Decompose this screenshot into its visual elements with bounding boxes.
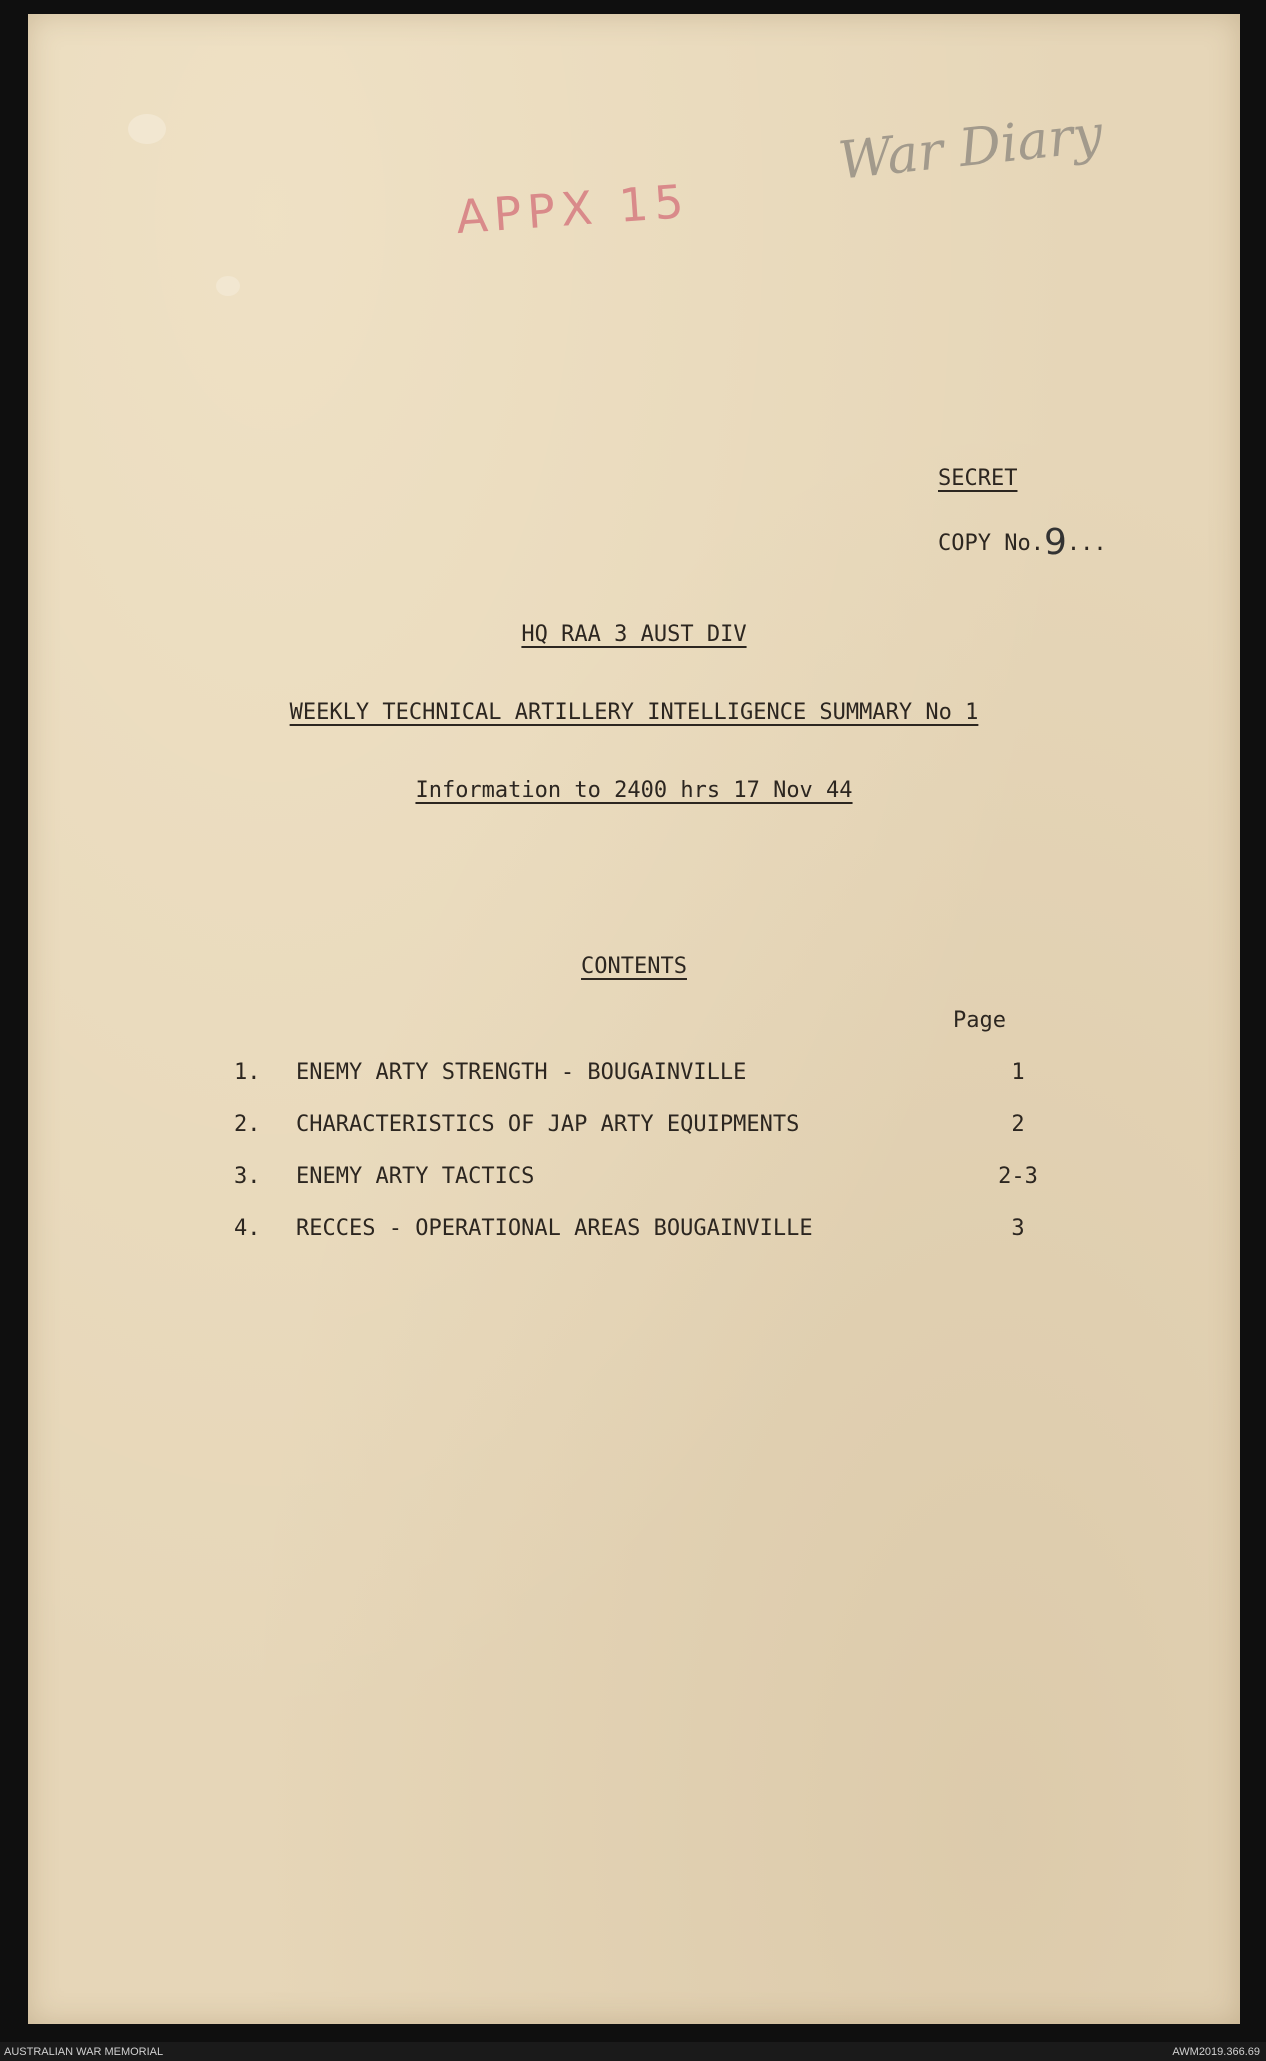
copy-number: 9: [1043, 522, 1067, 563]
appendix-annotation: APPX 15: [454, 173, 692, 245]
item-title: RECCES - OPERATIONAL AREAS BOUGAINVILLE: [296, 1216, 813, 1241]
item-page: 1: [1011, 1060, 1025, 1085]
footer-institution: AUSTRALIAN WAR MEMORIAL: [4, 2046, 164, 2058]
copy-number-line: [938, 518, 1107, 563]
unit-title: HQ RAA 3 AUST DIV: [521, 622, 747, 647]
copy-label: COPY No.: [938, 531, 1044, 556]
paper-stain: [128, 114, 166, 144]
item-page: 2: [1011, 1112, 1025, 1137]
item-title: CHARACTERISTICS OF JAP ARTY EQUIPMENTS: [296, 1112, 800, 1137]
contents-item: [28, 1216, 1240, 1256]
contents-item: [28, 1164, 1240, 1204]
footer-reference: AWM2019.366.69: [1172, 2046, 1260, 2058]
item-number: 4.: [234, 1216, 261, 1241]
summary-title: WEEKLY TECHNICAL ARTILLERY INTELLIGENCE SUMMARY No 1: [289, 700, 979, 725]
item-page: 2-3: [998, 1164, 1038, 1189]
contents-item: [28, 1112, 1240, 1152]
document-page: [28, 14, 1240, 2024]
war-diary-annotation: War Diary: [835, 104, 1106, 192]
item-number: 2.: [234, 1112, 261, 1137]
information-line: Information to 2400 hrs 17 Nov 44: [415, 778, 853, 803]
item-number: 3.: [234, 1164, 261, 1189]
page-column-header: Page: [953, 1008, 1006, 1033]
item-title: ENEMY ARTY TACTICS: [296, 1164, 535, 1189]
item-title: ENEMY ARTY STRENGTH - BOUGAINVILLE: [296, 1060, 747, 1085]
classification-label: SECRET: [938, 466, 1018, 491]
paper-stain: [216, 276, 240, 296]
copy-trailing: ...: [1066, 531, 1107, 556]
contents-item: [28, 1060, 1240, 1100]
item-number: 1.: [234, 1060, 261, 1085]
contents-heading: CONTENTS: [581, 954, 687, 979]
item-page: 3: [1011, 1216, 1025, 1241]
